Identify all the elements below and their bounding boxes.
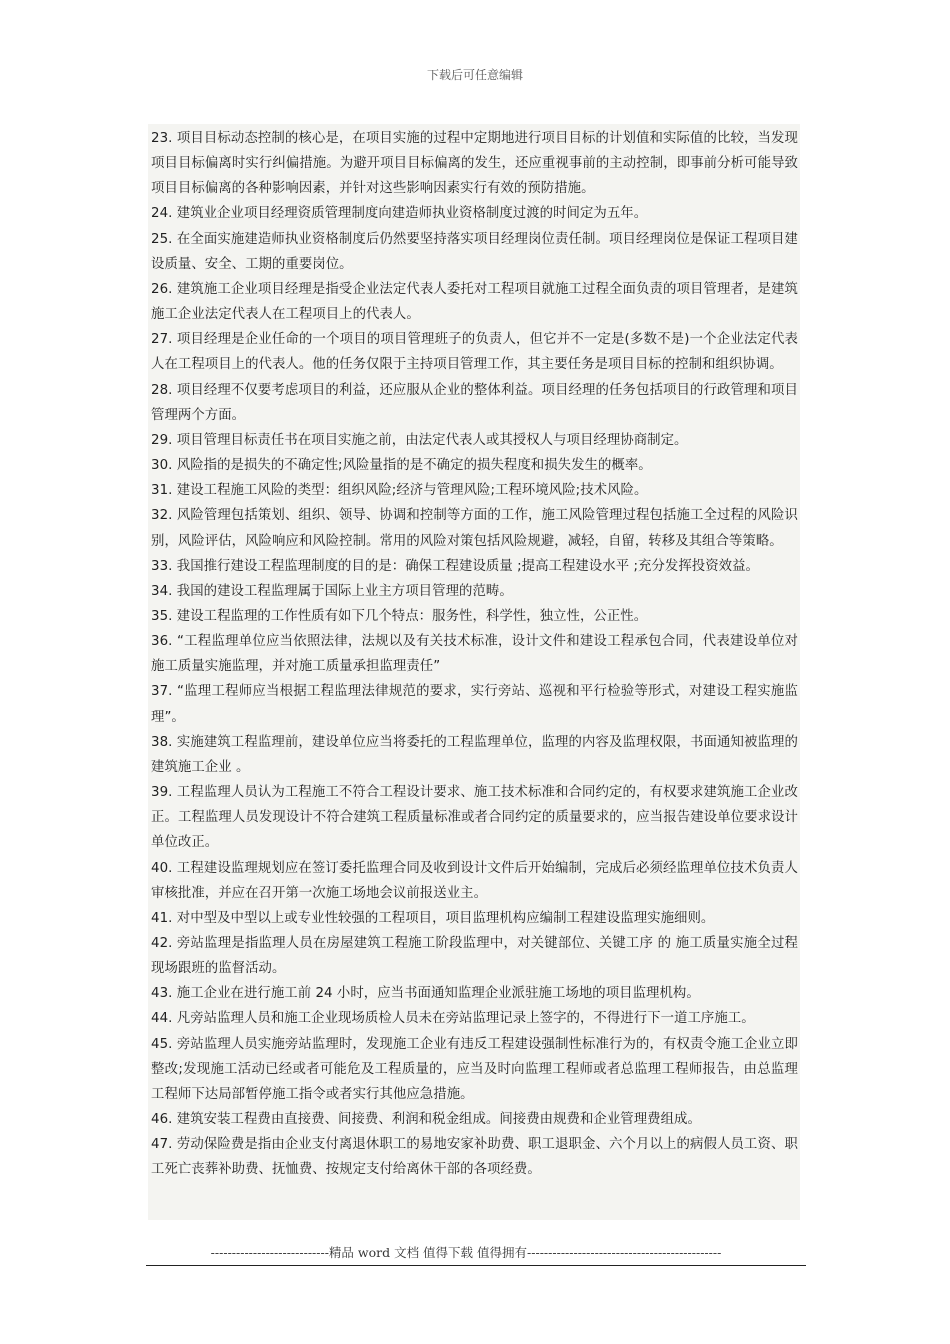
- list-item: 30. 风险指的是损失的不确定性;风险量指的是不确定的损失程度和损失发生的概率。: [151, 458, 652, 474]
- list-item: 42. 旁站监理是指监理人员在房屋建筑工程施工阶段监理中，对关键部位、关键工序 的 施工质量实施全过程现场跟班的监督活动。: [151, 936, 798, 977]
- list-item: 28. 项目经理不仅要考虑项目的利益，还应服从企业的整体利益。项目经理的任务包括项目的行政管理和项目管理两个方面。: [151, 382, 798, 423]
- list-item: 29. 项目管理目标责任书在项目实施之前，由法定代表人或其授权人与项目经理协商制定。: [151, 432, 688, 448]
- list-item: 24. 建筑业企业项目经理资质管理制度向建造师执业资格制度过渡的时间定为五年。: [151, 206, 648, 222]
- document-body: [148, 124, 800, 1220]
- list-item: 38. 实施建筑工程监理前，建设单位应当将委托的工程监理单位，监理的内容及监理权限，书面通知被监理的建筑施工企业 。: [151, 734, 798, 775]
- list-item: 45. 旁站监理人员实施旁站监理时，发现施工企业有违反工程建设强制性标准行为的，有权责令施工企业立即整改;发现施工活动已经或者可能危及工程质量的，应当及时向监理工程师或者总监理工程师报告，由总监理工程师下达局部暂停施工指令或者实行其他应急措施。: [151, 1036, 798, 1102]
- page-footer: [146, 1243, 806, 1266]
- list-item: 37. “监理工程师应当根据工程监理法律规范的要求，实行旁站、巡视和平行检验等形式，对建设工程实施监理”。: [151, 684, 798, 725]
- list-item: 31. 建设工程施工风险的类型：组织风险;经济与管理风险;工程环境风险;技术风险。: [151, 483, 648, 499]
- page-header: 下载后可任意编辑: [426, 68, 523, 82]
- list-item: 44. 凡旁站监理人员和施工企业现场质检人员未在旁站监理记录上签字的，不得进行下一道工序施工。: [151, 1011, 755, 1027]
- list-item: 46. 建筑安装工程费由直接费、间接费、利润和税金组成。间接费由规费和企业管理费组成。: [151, 1112, 701, 1128]
- list-item: 47. 劳动保险费是指由企业支付离退休职工的易地安家补助费、职工退职金、六个月以上的病假人员工资、职工死亡丧葬补助费、抚恤费、按规定支付给离休干部的各项经费。: [151, 1137, 798, 1178]
- list-item: 25. 在全面实施建造师执业资格制度后仍然要坚持落实项目经理岗位责任制。项目经理岗位是保证工程项目建设质量、安全、工期的重要岗位。: [151, 231, 798, 272]
- footer-text: ----------------------------精品 word 文档 值得下载 值得拥有----------------------------------------------: [210, 1245, 722, 1260]
- list-item: 39. 工程监理人员认为工程施工不符合工程设计要求、施工技术标准和合同约定的，有权要求建筑施工企业改正。工程监理人员发现设计不符合建筑工程质量标准或者合同约定的质量要求的，应当报告建设单位要求设计单位改正。: [151, 785, 798, 851]
- list-item: 35. 建设工程监理的工作性质有如下几个特点：服务性，科学性，独立性，公正性。: [151, 608, 648, 624]
- list-item: 40. 工程建设监理规划应在签订委托监理合同及收到设计文件后开始编制，完成后必须经监理单位技术负责人审核批准，并应在召开第一次施工场地会议前报送业主。: [151, 860, 798, 901]
- list-item: 41. 对中型及中型以上或专业性较强的工程项目，项目监理机构应编制工程建设监理实施细则。: [151, 910, 715, 926]
- list-item: 32. 风险管理包括策划、组织、领导、协调和控制等方面的工作，施工风险管理过程包括施工全过程的风险识别，风险评估，风险响应和风险控制。常用的风险对策包括风险规避，减轻，自留，转移及其组合等策略。: [151, 508, 798, 549]
- list-item: 23. 项目目标动态控制的核心是，在项目实施的过程中定期地进行项目目标的计划值和实际值的比较，当发现项目目标偏离时实行纠偏措施。为避开项目目标偏离的发生，还应重视事前的主动控制，即事前分析可能导致项目目标偏离的各种影响因素，并针对这些影响因素实行有效的预防措施。: [151, 131, 798, 197]
- list-item: 26. 建筑施工企业项目经理是指受企业法定代表人委托对工程项目就施工过程全面负责的项目管理者，是建筑施工企业法定代表人在工程项目上的代表人。: [151, 281, 798, 323]
- list-item: 27. 项目经理是企业任命的一个项目的项目管理班子的负责人，但它并不一定是(多数不是)一个企业法定代表人在工程项目上的代表人。他的任务仅限于主持项目管理工作，其主要任务是项目目标的控制和组织协调。: [151, 332, 798, 373]
- list-item: 33. 我国推行建设工程监理制度的目的是：确保工程建设质量 ;提高工程建设水平 ;充分发挥投资效益。: [151, 558, 759, 574]
- list-item: 36. “工程监理单位应当依照法律，法规以及有关技术标准，设计文件和建设工程承包合同，代表建设单位对施工质量实施监理，并对施工质量承担监理责任”: [151, 634, 798, 675]
- list-item: 34. 我国的建设工程监理属于国际上业主方项目管理的范畴。: [151, 583, 513, 599]
- list-item: 43. 施工企业在进行施工前 24 小时，应当书面通知监理企业派驻施工场地的项目监理机构。: [151, 986, 700, 1002]
